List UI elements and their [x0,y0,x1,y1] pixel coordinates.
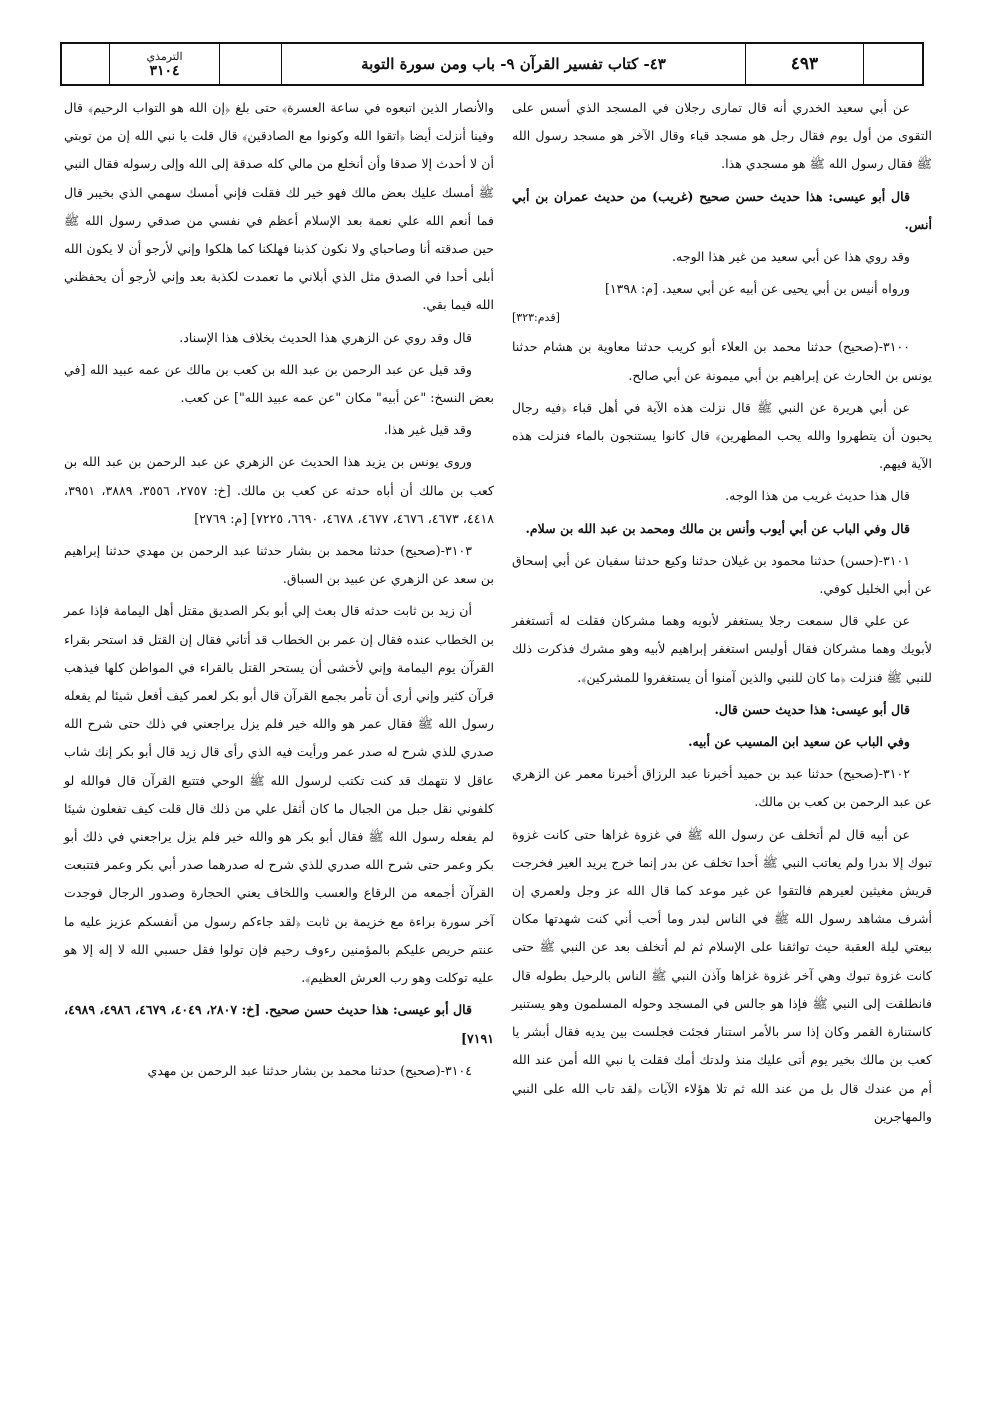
grading-note: قال هذا حديث غريب من هذا الوجه. [725,488,910,504]
page-number: ٤٩٣ [746,44,864,84]
right-column [512,94,932,1135]
left-column [64,94,494,1089]
hadith-text: عن أبيه قال لم أتخلف عن رسول الله ﷺ في غزوة غزاها حتى كانت غزوة تبوك إلا بدرا ولم يعاتب النبي ﷺ أحدا تخلف عن بدر إنما خرج يريد العير فخرجت قريش مغيثين لعيرهم فالتقوا عن غير موعد كما قال الله عز وجل ولعمري إن أشرف مشاهد رسول الله ﷺ في الناس لبدر وما أحب أني كنت شهدتها مكان بيعتي ليلة العقبة حيث تواثقنا على الإسلام ثم لم أتخلف بعد عن النبي ﷺ حتى كانت غزوة تبوك وهي آخر غزوة غزاها وآذن النبي ﷺ الناس بالرحيل بطوله قال فانطلقت إلى النبي ﷺ فإذا هو جالس في المسجد وحوله المسلمون وهو يستنير كاستنارة القمر وكان إذا سر بالأمر استنار فجئت فجلست بين يديه فقال أبشر يا كعب بن مالك بخير يوم أتى عليك منذ ولدتك أمك فقلت يا نبي الله أمن عند الله أم من عندك قال بل من عند الله ثم تلا هؤلاء الآيات ﴿لقد تاب الله على النبي والمهاجرين [512,826,932,1124]
grading-note: قال أبو عيسى: هذا حديث حسن قال. [714,701,910,717]
grading-note: قال أبو عيسى: هذا حديث حسن صحيح. [خ: ٢٨٠٧، ٤٠٤٩، ٤٦٧٩، ٤٩٨٦، ٤٩٨٩، ٧١٩١] [64,1002,494,1046]
header-volume-cell [110,44,220,84]
chain-note: قال وقد روي عن الزهري هذا الحديث بخلاف هذا الإسناد. [179,329,472,345]
chain-note: ورواه أنيس بن أبي يحيى عن أبيه عن أبي سعيد. [م: ١٣٩٨] [604,281,910,297]
chapter-reference-note: وفي الباب عن سعيد ابن المسيب عن أبيه. [688,734,910,750]
volume-name: الترمذي [146,49,183,63]
header-empty-cell [220,44,282,84]
page-header [60,42,924,86]
hadith-chain: ٣١٠٤-(صحيح) حدثنا محمد بن بشار حدثنا عبد الرحمن بن مهدي [147,1062,472,1078]
hadith-chain: ٣١٠٣-(صحيح) حدثنا محمد بن بشار حدثنا عبد الرحمن بن مهدي حدثنا إبراهيم بن سعد عن الزهري عن عبيد بن السباق. [64,543,494,587]
grading-note: قال أبو عيسى: هذا حديث حسن صحيح (غريب) من حديث عمران بن أبي أنس. [512,188,932,232]
volume-number: ٣١٠٤ [149,62,180,79]
hadith-text: عن أبي سعيد الخدري أنه قال تمارى رجلان في المسجد الذي أسس على التقوى من أول يوم فقال رجل هو مسجد قباء وقال الآخر هو مسجد رسول الله ﷺ فقال رسول الله ﷺ هو مسجدي هذا. [512,100,932,172]
header-empty-cell [62,44,110,84]
hadith-text: عن أبي هريرة عن النبي ﷺ قال نزلت هذه الآية في أهل قباء ﴿فيه رجال يحبون أن يتطهروا والله يحب المطهرين﴾ قال كانوا يستنجون بالماء فنزلت هذه الآية فيهم. [512,399,932,472]
hadith-chain: ٣١٠١-(حسن) حدثنا محمود بن غيلان حدثنا وكيع حدثنا سفيان عن أبي إسحاق عن أبي الخليل كوفي. [512,552,932,597]
reference-tag: [قدم:٣٢٣] [512,311,560,325]
hadith-chain: ٣١٠٢-(صحيح) حدثنا عبد بن حميد أخبرنا عبد الرزاق أخبرنا معمر عن الزهري عن عبد الرحمن بن كعب بن مالك. [512,766,932,810]
hadith-text: عن علي قال سمعت رجلا يستغفر لأبويه وهما مشركان فقلت له أتستغفر لأبويك وهما مشركان فقال أوليس استغفر إبراهيم لأبيه وهو مشرك فذكرت ذلك للنبي ﷺ فنزلت ﴿ما كان للنبي والذين آمنوا أن يستغفروا للمشركين﴾. [512,613,932,685]
chapter-title: ٤٣- كتاب تفسير القرآن ٩- باب ومن سورة التوبة [282,44,746,84]
chain-note: وقد قيل عن عبد الرحمن بن عبد الله بن كعب بن مالك عن عمه عبيد الله [في بعض النسخ: "عن أبيه" مكان "عن عمه عبيد الله"] عن كعب. [64,361,494,406]
chain-note: وقد قيل غير هذا. [383,422,472,438]
header-empty-cell [864,44,922,84]
hadith-chain: ٣١٠٠-(صحيح) حدثنا محمد بن العلاء أبو كريب حدثنا معاوية بن هشام حدثنا يونس بن الحارث عن إبراهيم بن أبي ميمونة عن أبي صالح. [512,339,932,383]
chain-note: وقد روي هذا عن أبي سعيد من غير هذا الوجه. [672,249,910,265]
hadith-text: والأنصار الذين اتبعوه في ساعة العسرة﴾ حتى بلغ ﴿إن الله هو التواب الرحيم﴾ قال وفينا أنزلت أيضا ﴿اتقوا الله وكونوا مع الصادقين﴾ قال قلت يا نبي الله إن من توبتي أن لا أحدث إلا صدقا وأن أنخلع من مالي كله صدقة إلى الله وإلى رسوله فقال النبي ﷺ أمسك عليك بعض مالك فهو خير لك فقلت فإني أمسك سهمي الذي بخيبر قال فما أنعم الله علي نعمة بعد الإسلام أعظم في نفسي من صدقي رسول الله ﷺ حين صدقته أنا وصاحباي ولا نكون كذبنا فهلكنا كما هلكوا وإني لأرجو أن لا يكون الله أبلى أحدا في الصدق مثل الذي أبلاني ما تعمدت لكذبة بعد وإني لأرجو أن يحفظني الله فيما بقي. [64,100,494,313]
chain-note: وروى يونس بن يزيد هذا الحديث عن الزهري عن عبد الرحمن بن عبد الله بن كعب بن مالك أن أباه حدثه عن كعب بن مالك. [خ: ٢٧٥٧، ٣٥٥٦، ٣٨٨٩، ٣٩٥١، ٤٤١٨، ٤٦٧٣، ٤٦٧٦، ٤٦٧٧، ٤٦٧٨، ٦٦٩٠، ٧٢٢٥] [م: ٢٧٦٩] [64,454,495,526]
chapter-reference-note: قال وفي الباب عن أبي أيوب وأنس بن مالك ومحمد بن عبد الله بن سلام. [525,520,910,536]
hadith-text: أن زيد بن ثابت حدثه قال بعث إلي أبو بكر الصديق مقتل أهل اليمامة فإذا عمر بن الخطاب عنده فقال إن عمر بن الخطاب قد أتاني فقال إن القتل قد استحر بقراء القرآن يوم اليمامة وإني لأخشى أن يستحر القتل بالقراء في المواطن كلها فيذهب قرآن كثير وإني أرى أن تأمر بجمع القرآن قال أبو بكر لعمر كيف أفعل شيئا لم يفعله رسول الله ﷺ فقال عمر هو والله خير فلم يزل يراجعني في ذلك حتى شرح الله صدري للذي شرح له صدر عمر ورأيت فيه الذي رأى قال زيد قال أبو بكر إنك شاب عاقل لا نتهمك قد كنت تكتب لرسول الله ﷺ الوحي فتتبع القرآن قال فوالله لو كلفوني نقل جبل من الجبال ما كان أثقل علي من ذلك قال قلت كيف تفعلون شيئا لم يفعله رسول الله ﷺ فقال أبو بكر هو والله خير فلم يزل يراجعني في ذلك أبو بكر وعمر حتى شرح الله صدري للذي شرح له صدرهما صدر أبي بكر وعمر فتتبعت القرآن أجمعه من الرقاع والعسب واللخاف يعني الحجارة وصدور الرجال فوجدت آخر سورة براءة مع خزيمة بن ثابت ﴿لقد جاءكم رسول من أنفسكم عزيز عليه ما عنتم حريص عليكم بالمؤمنين رءوف رحيم فإن تولوا فقل حسبي الله لا إله إلا هو عليه توكلت وهو رب العرش العظيم﴾. [64,603,495,986]
